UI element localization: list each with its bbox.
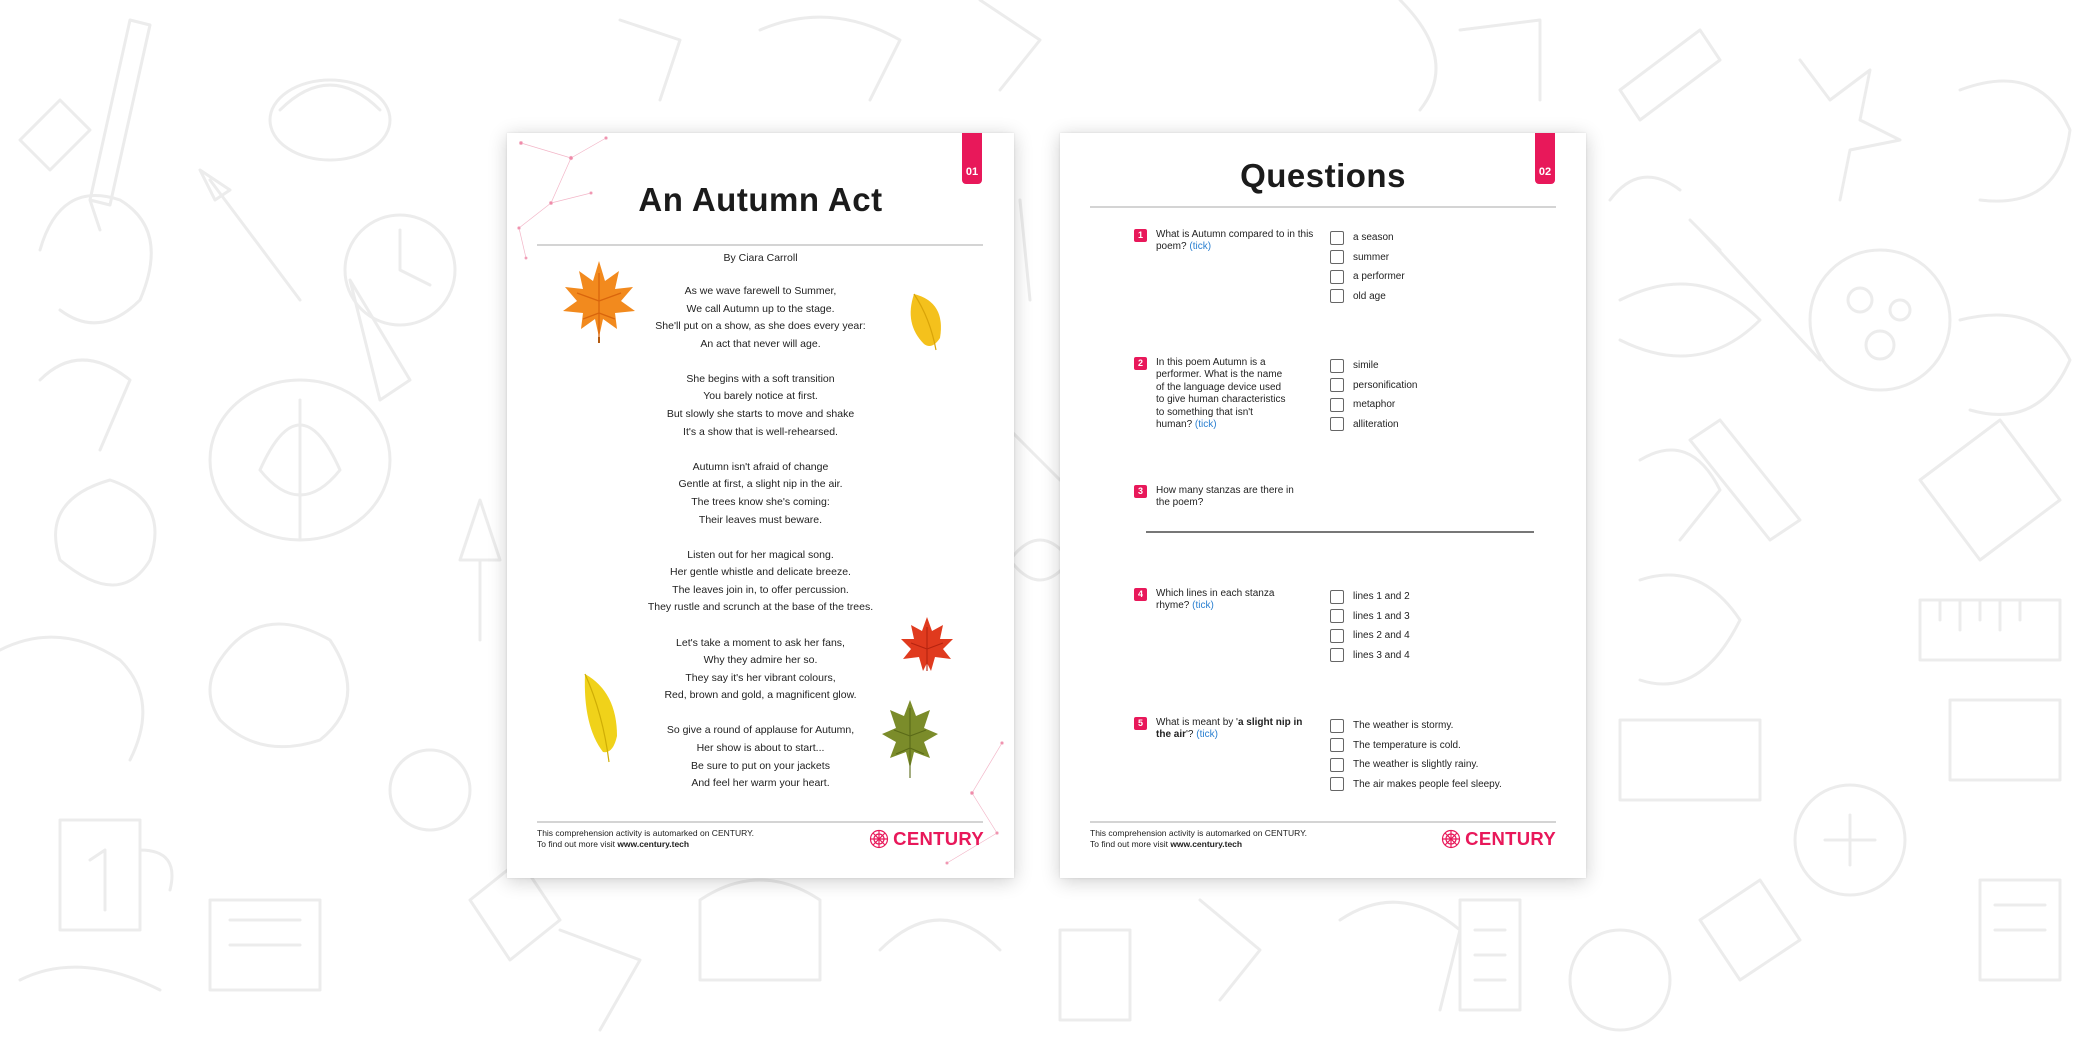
maple-leaf-icon: [559, 253, 639, 343]
title-divider: [1090, 206, 1556, 208]
option-label: The weather is stormy.: [1353, 720, 1454, 732]
footer-link[interactable]: www.century.tech: [1170, 839, 1243, 849]
answer-options: [1330, 228, 1405, 306]
poem-line: The trees know she's coming:: [691, 495, 830, 508]
checkbox[interactable]: [1330, 609, 1344, 623]
checkbox[interactable]: [1330, 777, 1344, 791]
option-label: summer: [1353, 251, 1390, 263]
option-label: lines 2 and 4: [1353, 630, 1410, 642]
footer-divider: [537, 821, 983, 823]
poem-line: And feel her warm your heart.: [691, 777, 830, 790]
checkbox[interactable]: [1330, 231, 1344, 245]
green-leaf-icon: [880, 696, 940, 781]
option[interactable]: [1330, 267, 1405, 287]
option[interactable]: [1330, 376, 1417, 396]
stanza: [507, 459, 1014, 529]
question-number-badge: 3: [1134, 485, 1147, 498]
checkbox[interactable]: [1330, 648, 1344, 662]
questions-title: Questions: [1240, 157, 1406, 194]
poem-line: Their leaves must beware.: [698, 513, 823, 526]
century-logo-icon: [869, 829, 889, 849]
poem-line: Let's take a moment to ask her fans,: [676, 636, 845, 649]
option[interactable]: [1330, 736, 1502, 756]
option[interactable]: [1330, 356, 1417, 376]
checkbox[interactable]: [1330, 398, 1344, 412]
option-label: a season: [1353, 232, 1394, 244]
quoted-phrase: a slight nip in the air: [1156, 717, 1303, 741]
option-label: old age: [1353, 290, 1386, 302]
century-logo-icon: [1441, 829, 1461, 849]
poem-line: But slowly she starts to move and shake: [666, 408, 855, 421]
poem-page: [507, 133, 1014, 878]
checkbox[interactable]: [1330, 590, 1344, 604]
century-logo: [1441, 828, 1556, 850]
option-label: lines 1 and 3: [1353, 610, 1410, 622]
option[interactable]: [1330, 248, 1405, 268]
checkbox[interactable]: [1330, 250, 1344, 264]
tick-hint: (tick): [1194, 419, 1217, 431]
checkbox[interactable]: [1330, 289, 1344, 303]
questions-page: [1060, 133, 1586, 878]
poem-line: They say it's her vibrant colours,: [685, 671, 836, 684]
poem-line: Autumn isn't afraid of change: [692, 460, 829, 473]
question-text: Which lines in each stanza rhyme? (tick): [1156, 588, 1275, 612]
option[interactable]: [1330, 716, 1502, 736]
footer-divider: [1090, 821, 1556, 823]
option[interactable]: [1330, 228, 1405, 248]
poem-line: Listen out for her magical song.: [687, 548, 834, 561]
poem-line: As we wave farewell to Summer,: [684, 285, 837, 297]
footer-line: This comprehension activity is automarked on CENTURY.: [537, 828, 754, 838]
yellow-leaf-icon: [577, 670, 627, 765]
question-number-badge: 1: [1134, 229, 1147, 242]
tick-hint: (tick): [1196, 729, 1218, 741]
answer-options: [1330, 716, 1502, 794]
checkbox[interactable]: [1330, 758, 1344, 772]
poem-line: Be sure to put on your jackets: [691, 759, 830, 772]
checkbox[interactable]: [1330, 378, 1344, 392]
checkbox[interactable]: [1330, 359, 1344, 373]
checkbox[interactable]: [1330, 738, 1344, 752]
poem-line: We call Autumn up to the stage.: [686, 302, 835, 315]
poem-title: An Autumn Act: [638, 181, 883, 218]
checkbox[interactable]: [1330, 417, 1344, 431]
poem-line: She begins with a soft transition: [686, 372, 835, 385]
option[interactable]: [1330, 607, 1410, 627]
answer-options: [1330, 356, 1417, 434]
checkbox[interactable]: [1330, 270, 1344, 284]
option-label: lines 3 and 4: [1353, 649, 1410, 661]
option-label: The air makes people feel sleepy.: [1353, 778, 1502, 790]
option[interactable]: [1330, 626, 1410, 646]
footer-link[interactable]: www.century.tech: [617, 839, 690, 849]
option[interactable]: [1330, 775, 1502, 795]
poem-line: The leaves join in, to offer percussion.: [672, 583, 849, 596]
page-number-tab: 01: [962, 133, 982, 184]
option[interactable]: [1330, 755, 1502, 775]
option-label: metaphor: [1353, 399, 1396, 411]
poem-line: An act that never will age.: [700, 337, 821, 350]
question-text: What is meant by 'a slight nip in the air'? (tick): [1156, 717, 1303, 741]
poem-line: Gentle at first, a slight nip in the air.: [678, 478, 843, 491]
century-logo: [869, 828, 984, 850]
stanza: [507, 547, 1014, 617]
answer-options: [1330, 587, 1410, 665]
century-logo-text: CENTURY: [893, 828, 984, 849]
poem-line: Red, brown and gold, a magnificent glow.: [664, 689, 857, 702]
page-number-tab: 02: [1535, 133, 1555, 184]
option-label: simile: [1353, 360, 1379, 372]
question-number-badge: 4: [1134, 588, 1147, 601]
tick-hint: (tick): [1192, 600, 1214, 612]
footer-text: [1090, 828, 1307, 850]
option-label: lines 1 and 2: [1353, 591, 1410, 603]
poem-byline: By Ciara Carroll: [723, 252, 798, 264]
footer-line: This comprehension activity is automarked on CENTURY.: [1090, 828, 1307, 838]
option-label: a performer: [1353, 271, 1405, 283]
option[interactable]: [1330, 395, 1417, 415]
option-label: personification: [1353, 379, 1418, 391]
option[interactable]: [1330, 587, 1410, 607]
red-maple-leaf-icon: [897, 613, 957, 675]
poem-line: You barely notice at first.: [703, 390, 818, 403]
checkbox[interactable]: [1330, 629, 1344, 643]
question-text: What is Autumn compared to in this poem? (tick): [1156, 229, 1314, 253]
century-logo-text: CENTURY: [1465, 828, 1556, 849]
poem-line: They rustle and scrunch at the base of the trees.: [647, 601, 874, 614]
option-label: The weather is slightly rainy.: [1353, 759, 1479, 771]
poem-line: Her gentle whistle and delicate breeze.: [670, 566, 851, 579]
option[interactable]: [1330, 646, 1410, 666]
question-number-badge: 5: [1134, 717, 1147, 730]
poem-line: Why they admire her so.: [703, 654, 818, 667]
poem-line: She'll put on a show, as she does every year:: [655, 320, 866, 333]
question-text: How many stanzas are there in the poem?: [1156, 485, 1294, 509]
checkbox[interactable]: [1330, 719, 1344, 733]
option[interactable]: [1330, 287, 1405, 307]
tick-hint: (tick): [1189, 241, 1212, 253]
stanza: [507, 371, 1014, 441]
question-number-badge: 2: [1134, 357, 1147, 370]
footer-text: [537, 828, 754, 850]
option-label: The temperature is cold.: [1353, 739, 1461, 751]
answer-line[interactable]: [1146, 531, 1534, 533]
footer-line: To find out more visit www.century.tech: [537, 839, 690, 849]
poem-line: Her show is about to start...: [696, 741, 825, 754]
question-text: In this poem Autumn is a performer. What is the name of the language device used to give human characteristics to something that isn't human? (tick): [1156, 357, 1286, 431]
poem-line: So give a round of applause for Autumn,: [666, 724, 855, 737]
footer-line: To find out more visit www.century.tech: [1090, 839, 1243, 849]
poem-line: It's a show that is well-rehearsed.: [683, 425, 838, 438]
yellow-leaf-icon: [902, 288, 952, 358]
option[interactable]: [1330, 415, 1417, 435]
option-label: alliteration: [1353, 418, 1399, 430]
title-divider: [537, 244, 983, 246]
